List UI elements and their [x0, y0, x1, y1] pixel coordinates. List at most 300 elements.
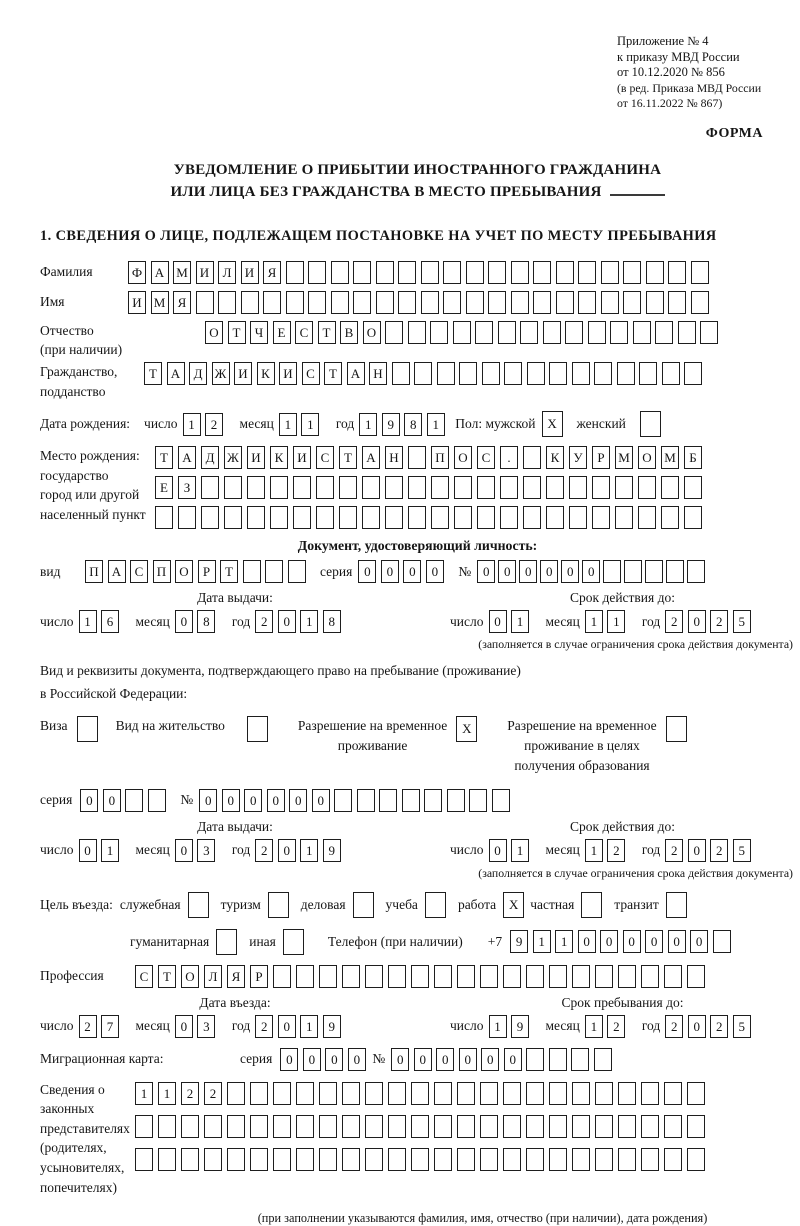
- form-cell[interactable]: [469, 789, 487, 812]
- form-cell[interactable]: [684, 506, 702, 529]
- form-cell[interactable]: [316, 506, 334, 529]
- form-cell[interactable]: 1: [511, 610, 529, 633]
- form-cell[interactable]: [618, 1082, 636, 1105]
- form-cell[interactable]: [594, 1048, 612, 1071]
- form-cell[interactable]: 9: [510, 930, 528, 953]
- form-cell[interactable]: X: [503, 892, 524, 918]
- form-cell[interactable]: [457, 1115, 475, 1138]
- form-cell[interactable]: [443, 291, 461, 314]
- form-cell[interactable]: [480, 965, 498, 988]
- form-cell[interactable]: [664, 1082, 682, 1105]
- form-cell[interactable]: [270, 476, 288, 499]
- form-cell[interactable]: [549, 965, 567, 988]
- form-cell[interactable]: 1: [79, 610, 97, 633]
- form-cell[interactable]: [617, 362, 635, 385]
- form-cell[interactable]: [273, 1082, 291, 1105]
- form-cell[interactable]: [526, 1048, 544, 1071]
- form-cell[interactable]: [592, 476, 610, 499]
- form-cell[interactable]: 0: [414, 1048, 432, 1071]
- form-cell[interactable]: Л: [218, 261, 236, 284]
- form-cell[interactable]: У: [569, 446, 587, 469]
- form-cell[interactable]: [331, 291, 349, 314]
- form-cell[interactable]: [353, 892, 374, 918]
- form-cell[interactable]: В: [340, 321, 358, 344]
- form-cell[interactable]: О: [454, 446, 472, 469]
- form-cell[interactable]: 0: [489, 610, 507, 633]
- form-cell[interactable]: 0: [325, 1048, 343, 1071]
- form-cell[interactable]: [414, 362, 432, 385]
- form-cell[interactable]: [454, 476, 472, 499]
- form-cell[interactable]: [365, 965, 383, 988]
- form-cell[interactable]: [572, 965, 590, 988]
- form-cell[interactable]: [353, 291, 371, 314]
- form-cell[interactable]: [549, 1115, 567, 1138]
- form-cell[interactable]: X: [542, 411, 563, 437]
- form-cell[interactable]: И: [196, 261, 214, 284]
- form-cell[interactable]: [480, 1115, 498, 1138]
- form-cell[interactable]: [331, 261, 349, 284]
- form-cell[interactable]: 7: [101, 1015, 119, 1038]
- form-cell[interactable]: [135, 1148, 153, 1171]
- form-cell[interactable]: [308, 291, 326, 314]
- form-cell[interactable]: [520, 321, 538, 344]
- form-cell[interactable]: С: [477, 446, 495, 469]
- form-cell[interactable]: Р: [250, 965, 268, 988]
- form-cell[interactable]: А: [178, 446, 196, 469]
- form-cell[interactable]: А: [347, 362, 365, 385]
- form-cell[interactable]: [618, 965, 636, 988]
- form-cell[interactable]: [503, 1115, 521, 1138]
- form-cell[interactable]: [376, 261, 394, 284]
- form-cell[interactable]: 0: [175, 610, 193, 633]
- form-cell[interactable]: 0: [578, 930, 596, 953]
- form-cell[interactable]: [556, 261, 574, 284]
- form-cell[interactable]: 1: [427, 413, 445, 436]
- form-cell[interactable]: [293, 506, 311, 529]
- form-cell[interactable]: 2: [181, 1082, 199, 1105]
- form-cell[interactable]: [592, 506, 610, 529]
- form-cell[interactable]: [700, 321, 718, 344]
- form-cell[interactable]: [500, 506, 518, 529]
- form-cell[interactable]: [668, 291, 686, 314]
- form-cell[interactable]: 0: [175, 1015, 193, 1038]
- form-cell[interactable]: 6: [101, 610, 119, 633]
- form-cell[interactable]: [488, 261, 506, 284]
- form-cell[interactable]: [319, 1148, 337, 1171]
- form-cell[interactable]: [265, 560, 283, 583]
- form-cell[interactable]: 0: [519, 560, 537, 583]
- form-cell[interactable]: [687, 1115, 705, 1138]
- form-cell[interactable]: [504, 362, 522, 385]
- form-cell[interactable]: [342, 1115, 360, 1138]
- form-cell[interactable]: [565, 321, 583, 344]
- form-cell[interactable]: 5: [733, 1015, 751, 1038]
- form-cell[interactable]: 0: [280, 1048, 298, 1071]
- form-cell[interactable]: [243, 560, 261, 583]
- form-cell[interactable]: [319, 965, 337, 988]
- form-cell[interactable]: [296, 1115, 314, 1138]
- form-cell[interactable]: [296, 1082, 314, 1105]
- form-cell[interactable]: .: [500, 446, 518, 469]
- form-cell[interactable]: [158, 1148, 176, 1171]
- form-cell[interactable]: Я: [263, 261, 281, 284]
- form-cell[interactable]: [601, 291, 619, 314]
- form-cell[interactable]: [618, 1115, 636, 1138]
- form-cell[interactable]: [666, 560, 684, 583]
- form-cell[interactable]: [623, 261, 641, 284]
- form-cell[interactable]: [273, 965, 291, 988]
- form-cell[interactable]: [408, 321, 426, 344]
- form-cell[interactable]: [543, 321, 561, 344]
- form-cell[interactable]: О: [175, 560, 193, 583]
- form-cell[interactable]: [385, 506, 403, 529]
- form-cell[interactable]: [615, 476, 633, 499]
- form-cell[interactable]: И: [279, 362, 297, 385]
- form-cell[interactable]: [388, 1148, 406, 1171]
- form-cell[interactable]: Я: [227, 965, 245, 988]
- form-cell[interactable]: 0: [561, 560, 579, 583]
- form-cell[interactable]: [342, 1148, 360, 1171]
- form-cell[interactable]: [666, 716, 687, 742]
- form-cell[interactable]: [457, 1148, 475, 1171]
- form-cell[interactable]: О: [363, 321, 381, 344]
- form-cell[interactable]: 0: [426, 560, 444, 583]
- form-cell[interactable]: [273, 1148, 291, 1171]
- form-cell[interactable]: [457, 1082, 475, 1105]
- form-cell[interactable]: [181, 1148, 199, 1171]
- form-cell[interactable]: 0: [459, 1048, 477, 1071]
- form-cell[interactable]: [430, 321, 448, 344]
- form-cell[interactable]: [466, 261, 484, 284]
- form-cell[interactable]: А: [167, 362, 185, 385]
- form-cell[interactable]: О: [638, 446, 656, 469]
- form-cell[interactable]: [578, 291, 596, 314]
- form-cell[interactable]: [398, 261, 416, 284]
- form-cell[interactable]: 2: [255, 1015, 273, 1038]
- form-cell[interactable]: 8: [197, 610, 215, 633]
- form-cell[interactable]: Т: [220, 560, 238, 583]
- form-cell[interactable]: 2: [204, 1082, 222, 1105]
- form-cell[interactable]: 0: [668, 930, 686, 953]
- form-cell[interactable]: [268, 892, 289, 918]
- form-cell[interactable]: [385, 476, 403, 499]
- form-cell[interactable]: Ф: [128, 261, 146, 284]
- form-cell[interactable]: 0: [278, 1015, 296, 1038]
- form-cell[interactable]: [201, 476, 219, 499]
- form-cell[interactable]: [447, 789, 465, 812]
- form-cell[interactable]: [691, 261, 709, 284]
- form-cell[interactable]: 1: [359, 413, 377, 436]
- form-cell[interactable]: [503, 1082, 521, 1105]
- form-cell[interactable]: [296, 965, 314, 988]
- form-cell[interactable]: [477, 476, 495, 499]
- form-cell[interactable]: 0: [222, 789, 240, 812]
- form-cell[interactable]: [376, 291, 394, 314]
- form-cell[interactable]: [296, 1148, 314, 1171]
- form-cell[interactable]: [293, 476, 311, 499]
- form-cell[interactable]: Д: [201, 446, 219, 469]
- form-cell[interactable]: [638, 506, 656, 529]
- form-cell[interactable]: [549, 362, 567, 385]
- form-cell[interactable]: 1: [279, 413, 297, 436]
- form-cell[interactable]: 0: [103, 789, 121, 812]
- form-cell[interactable]: [645, 560, 663, 583]
- form-cell[interactable]: [365, 1115, 383, 1138]
- form-cell[interactable]: [431, 476, 449, 499]
- form-cell[interactable]: [286, 291, 304, 314]
- form-cell[interactable]: [511, 261, 529, 284]
- form-cell[interactable]: Ж: [224, 446, 242, 469]
- form-cell[interactable]: [204, 1115, 222, 1138]
- form-cell[interactable]: 0: [175, 839, 193, 862]
- form-cell[interactable]: 1: [158, 1082, 176, 1105]
- form-cell[interactable]: М: [661, 446, 679, 469]
- form-cell[interactable]: [224, 476, 242, 499]
- form-cell[interactable]: 8: [323, 610, 341, 633]
- form-cell[interactable]: [533, 291, 551, 314]
- form-cell[interactable]: М: [615, 446, 633, 469]
- form-cell[interactable]: [339, 506, 357, 529]
- form-cell[interactable]: [408, 476, 426, 499]
- form-cell[interactable]: С: [302, 362, 320, 385]
- form-cell[interactable]: О: [205, 321, 223, 344]
- form-cell[interactable]: [526, 1082, 544, 1105]
- form-cell[interactable]: [402, 789, 420, 812]
- form-cell[interactable]: [434, 1148, 452, 1171]
- form-cell[interactable]: [549, 1082, 567, 1105]
- form-cell[interactable]: X: [456, 716, 477, 742]
- form-cell[interactable]: [595, 1115, 613, 1138]
- form-cell[interactable]: [201, 506, 219, 529]
- form-cell[interactable]: 1: [607, 610, 625, 633]
- form-cell[interactable]: [549, 1148, 567, 1171]
- form-cell[interactable]: Н: [385, 446, 403, 469]
- form-cell[interactable]: [408, 446, 426, 469]
- form-cell[interactable]: [437, 362, 455, 385]
- form-cell[interactable]: [288, 560, 306, 583]
- form-cell[interactable]: 1: [555, 930, 573, 953]
- form-cell[interactable]: [459, 362, 477, 385]
- form-cell[interactable]: 1: [301, 413, 319, 436]
- form-cell[interactable]: Ч: [250, 321, 268, 344]
- form-cell[interactable]: [398, 291, 416, 314]
- form-cell[interactable]: [713, 930, 731, 953]
- form-cell[interactable]: 0: [477, 560, 495, 583]
- form-cell[interactable]: 0: [688, 1015, 706, 1038]
- form-cell[interactable]: [308, 261, 326, 284]
- form-cell[interactable]: [492, 789, 510, 812]
- form-cell[interactable]: Ж: [212, 362, 230, 385]
- form-cell[interactable]: [362, 506, 380, 529]
- form-cell[interactable]: [388, 965, 406, 988]
- form-cell[interactable]: [500, 476, 518, 499]
- form-cell[interactable]: [556, 291, 574, 314]
- form-cell[interactable]: 2: [255, 610, 273, 633]
- form-cell[interactable]: [334, 789, 352, 812]
- form-cell[interactable]: [618, 1148, 636, 1171]
- form-cell[interactable]: [594, 362, 612, 385]
- form-cell[interactable]: [511, 291, 529, 314]
- form-cell[interactable]: [662, 362, 680, 385]
- form-cell[interactable]: [178, 506, 196, 529]
- form-cell[interactable]: [664, 965, 682, 988]
- form-cell[interactable]: [388, 1082, 406, 1105]
- form-cell[interactable]: [247, 716, 268, 742]
- form-cell[interactable]: А: [362, 446, 380, 469]
- form-cell[interactable]: [188, 892, 209, 918]
- form-cell[interactable]: [572, 1148, 590, 1171]
- form-cell[interactable]: [572, 1082, 590, 1105]
- form-cell[interactable]: [664, 1148, 682, 1171]
- form-cell[interactable]: [224, 506, 242, 529]
- form-cell[interactable]: А: [108, 560, 126, 583]
- form-cell[interactable]: К: [546, 446, 564, 469]
- form-cell[interactable]: 5: [733, 610, 751, 633]
- form-cell[interactable]: [158, 1115, 176, 1138]
- form-cell[interactable]: [454, 506, 472, 529]
- form-cell[interactable]: [247, 506, 265, 529]
- form-cell[interactable]: [247, 476, 265, 499]
- form-cell[interactable]: [661, 476, 679, 499]
- form-cell[interactable]: М: [151, 291, 169, 314]
- form-cell[interactable]: [601, 261, 619, 284]
- form-cell[interactable]: 0: [278, 610, 296, 633]
- form-cell[interactable]: 0: [79, 839, 97, 862]
- form-cell[interactable]: [581, 892, 602, 918]
- form-cell[interactable]: [655, 321, 673, 344]
- form-cell[interactable]: [641, 1148, 659, 1171]
- form-cell[interactable]: [216, 929, 237, 955]
- form-cell[interactable]: 0: [504, 1048, 522, 1071]
- form-cell[interactable]: 0: [391, 1048, 409, 1071]
- form-cell[interactable]: [480, 1082, 498, 1105]
- form-cell[interactable]: [666, 892, 687, 918]
- form-cell[interactable]: 0: [244, 789, 262, 812]
- form-cell[interactable]: С: [295, 321, 313, 344]
- form-cell[interactable]: И: [234, 362, 252, 385]
- form-cell[interactable]: 0: [289, 789, 307, 812]
- form-cell[interactable]: 2: [665, 839, 683, 862]
- form-cell[interactable]: 2: [665, 610, 683, 633]
- form-cell[interactable]: 9: [323, 839, 341, 862]
- form-cell[interactable]: [640, 411, 661, 437]
- form-cell[interactable]: Р: [592, 446, 610, 469]
- form-cell[interactable]: [319, 1115, 337, 1138]
- form-cell[interactable]: [641, 1082, 659, 1105]
- form-cell[interactable]: [250, 1082, 268, 1105]
- form-cell[interactable]: [638, 476, 656, 499]
- form-cell[interactable]: 0: [540, 560, 558, 583]
- form-cell[interactable]: 2: [710, 839, 728, 862]
- form-cell[interactable]: [148, 789, 166, 812]
- form-cell[interactable]: [392, 362, 410, 385]
- form-cell[interactable]: К: [270, 446, 288, 469]
- form-cell[interactable]: 0: [600, 930, 618, 953]
- form-cell[interactable]: [523, 506, 541, 529]
- form-cell[interactable]: 0: [489, 839, 507, 862]
- form-cell[interactable]: [77, 716, 98, 742]
- form-cell[interactable]: [571, 1048, 589, 1071]
- form-cell[interactable]: [431, 506, 449, 529]
- form-cell[interactable]: [319, 1082, 337, 1105]
- form-cell[interactable]: [572, 362, 590, 385]
- form-cell[interactable]: О: [181, 965, 199, 988]
- form-cell[interactable]: С: [130, 560, 148, 583]
- form-cell[interactable]: 2: [205, 413, 223, 436]
- form-cell[interactable]: Д: [189, 362, 207, 385]
- form-cell[interactable]: [526, 965, 544, 988]
- form-cell[interactable]: [595, 1148, 613, 1171]
- form-cell[interactable]: 9: [323, 1015, 341, 1038]
- form-cell[interactable]: [588, 321, 606, 344]
- form-cell[interactable]: Т: [155, 446, 173, 469]
- form-cell[interactable]: [125, 789, 143, 812]
- form-cell[interactable]: Т: [228, 321, 246, 344]
- form-cell[interactable]: Л: [204, 965, 222, 988]
- form-cell[interactable]: С: [316, 446, 334, 469]
- form-cell[interactable]: [503, 965, 521, 988]
- form-cell[interactable]: [434, 965, 452, 988]
- form-cell[interactable]: 0: [436, 1048, 454, 1071]
- form-cell[interactable]: [379, 789, 397, 812]
- form-cell[interactable]: Б: [684, 446, 702, 469]
- form-cell[interactable]: [488, 291, 506, 314]
- form-cell[interactable]: 0: [199, 789, 217, 812]
- form-cell[interactable]: [482, 362, 500, 385]
- form-cell[interactable]: 0: [267, 789, 285, 812]
- form-cell[interactable]: [283, 929, 304, 955]
- form-cell[interactable]: 0: [80, 789, 98, 812]
- form-cell[interactable]: 1: [489, 1015, 507, 1038]
- form-cell[interactable]: 1: [300, 610, 318, 633]
- form-cell[interactable]: 0: [381, 560, 399, 583]
- form-cell[interactable]: 0: [582, 560, 600, 583]
- form-cell[interactable]: [424, 789, 442, 812]
- form-cell[interactable]: 1: [511, 839, 529, 862]
- form-cell[interactable]: [526, 1148, 544, 1171]
- form-cell[interactable]: Т: [144, 362, 162, 385]
- form-cell[interactable]: [227, 1148, 245, 1171]
- form-cell[interactable]: [357, 789, 375, 812]
- form-cell[interactable]: 0: [403, 560, 421, 583]
- form-cell[interactable]: 1: [101, 839, 119, 862]
- form-cell[interactable]: [623, 291, 641, 314]
- form-cell[interactable]: П: [153, 560, 171, 583]
- form-cell[interactable]: Р: [198, 560, 216, 583]
- form-cell[interactable]: [353, 261, 371, 284]
- form-cell[interactable]: [668, 261, 686, 284]
- form-cell[interactable]: [615, 506, 633, 529]
- form-cell[interactable]: С: [135, 965, 153, 988]
- form-cell[interactable]: Т: [318, 321, 336, 344]
- form-cell[interactable]: 9: [382, 413, 400, 436]
- form-cell[interactable]: 5: [733, 839, 751, 862]
- form-cell[interactable]: 2: [607, 839, 625, 862]
- form-cell[interactable]: [181, 1115, 199, 1138]
- form-cell[interactable]: 0: [303, 1048, 321, 1071]
- form-cell[interactable]: [595, 965, 613, 988]
- form-cell[interactable]: [204, 1148, 222, 1171]
- form-cell[interactable]: Т: [324, 362, 342, 385]
- form-cell[interactable]: [533, 261, 551, 284]
- form-cell[interactable]: [595, 1082, 613, 1105]
- form-cell[interactable]: [270, 506, 288, 529]
- form-cell[interactable]: 2: [607, 1015, 625, 1038]
- form-cell[interactable]: [339, 476, 357, 499]
- form-cell[interactable]: П: [85, 560, 103, 583]
- form-cell[interactable]: А: [151, 261, 169, 284]
- form-cell[interactable]: [684, 476, 702, 499]
